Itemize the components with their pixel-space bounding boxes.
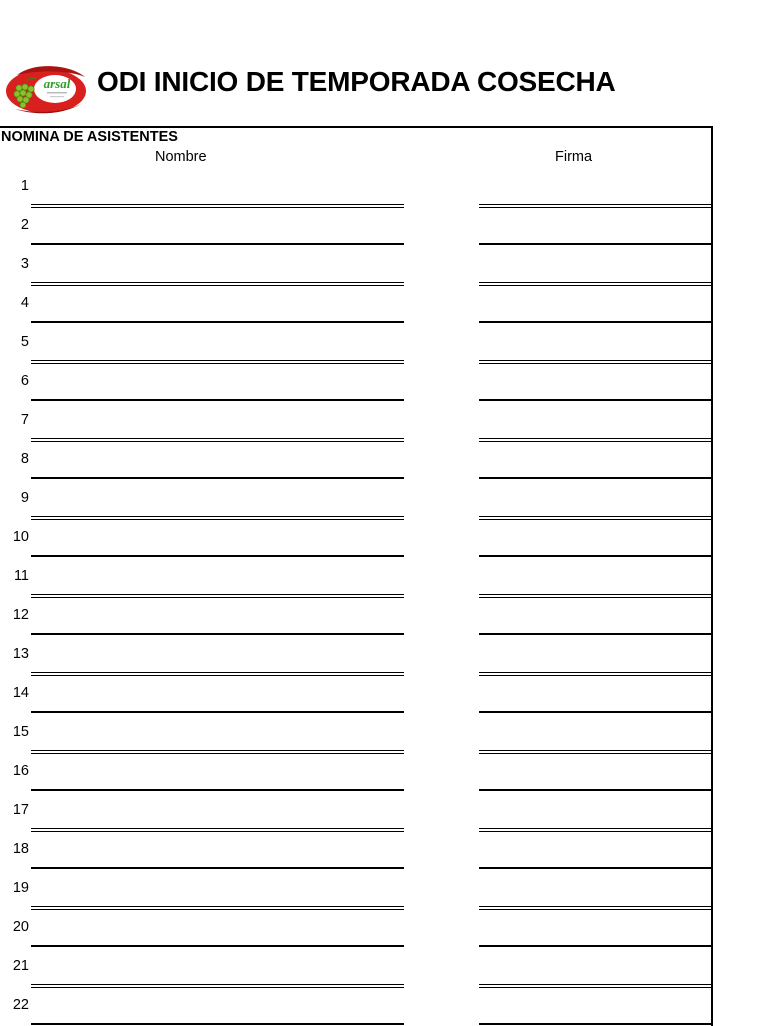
row-number: 12 xyxy=(12,607,29,623)
attendee-row xyxy=(0,168,713,207)
row-number: 16 xyxy=(12,763,29,779)
row-number: 3 xyxy=(20,256,29,272)
attendee-row xyxy=(0,324,713,363)
attendee-row xyxy=(0,948,713,987)
name-field-line xyxy=(31,477,404,479)
signature-field-line xyxy=(479,477,713,479)
name-field-line xyxy=(31,711,404,713)
row-number: 15 xyxy=(12,724,29,740)
section-title: NOMINA DE ASISTENTES xyxy=(1,129,178,145)
signature-field-line xyxy=(479,321,713,323)
row-number: 18 xyxy=(12,841,29,857)
attendee-list xyxy=(0,168,713,1026)
row-number: 14 xyxy=(12,685,29,701)
signature-field-line xyxy=(479,633,713,635)
attendee-row xyxy=(0,909,713,948)
attendee-row xyxy=(0,246,713,285)
signature-field-line xyxy=(479,1023,713,1025)
row-number: 9 xyxy=(20,490,29,506)
name-field-line xyxy=(31,243,404,245)
attendee-row xyxy=(0,636,713,675)
logo-wordmark: arsal xyxy=(43,76,71,91)
attendee-row xyxy=(0,714,713,753)
row-number: 11 xyxy=(13,568,29,584)
attendee-row xyxy=(0,870,713,909)
attendee-row xyxy=(0,441,713,480)
name-field-line xyxy=(31,399,404,401)
attendee-row xyxy=(0,480,713,519)
attendee-row xyxy=(0,987,713,1026)
row-number: 4 xyxy=(20,295,29,311)
signature-field-line xyxy=(479,711,713,713)
attendee-row xyxy=(0,402,713,441)
signature-field-line xyxy=(479,867,713,869)
attendee-row xyxy=(0,558,713,597)
attendee-row xyxy=(0,285,713,324)
attendee-row xyxy=(0,792,713,831)
attendee-row xyxy=(0,753,713,792)
row-number: 19 xyxy=(12,880,29,896)
attendee-row xyxy=(0,207,713,246)
attendee-row xyxy=(0,363,713,402)
attendee-row xyxy=(0,831,713,870)
signature-field-line xyxy=(479,789,713,791)
row-number: 2 xyxy=(20,217,29,233)
signature-field-line xyxy=(479,243,713,245)
name-field-line xyxy=(31,633,404,635)
signature-field-line xyxy=(479,945,713,947)
column-header-nombre: Nombre xyxy=(155,149,207,165)
row-number: 8 xyxy=(20,451,29,467)
row-number: 5 xyxy=(20,334,29,350)
page-title: ODI INICIO DE TEMPORADA COSECHA xyxy=(97,66,616,97)
name-field-line xyxy=(31,321,404,323)
row-number: 22 xyxy=(12,997,29,1013)
attendee-row xyxy=(0,519,713,558)
row-number: 10 xyxy=(12,529,29,545)
name-field-line xyxy=(31,867,404,869)
row-number: 7 xyxy=(20,412,29,428)
signature-field-line xyxy=(479,555,713,557)
name-field-line xyxy=(31,789,404,791)
name-field-line xyxy=(31,945,404,947)
attendee-row xyxy=(0,597,713,636)
column-header-firma: Firma xyxy=(555,149,593,165)
signature-field-line xyxy=(479,399,713,401)
carsal-logo xyxy=(5,63,88,115)
row-number: 13 xyxy=(12,646,29,662)
name-field-line xyxy=(31,1023,404,1025)
name-field-line xyxy=(31,555,404,557)
row-number: 1 xyxy=(20,178,29,194)
row-number: 21 xyxy=(12,958,29,974)
row-number: 20 xyxy=(12,919,29,935)
attendee-row xyxy=(0,675,713,714)
row-number: 17 xyxy=(12,802,29,818)
row-number: 6 xyxy=(20,373,29,389)
